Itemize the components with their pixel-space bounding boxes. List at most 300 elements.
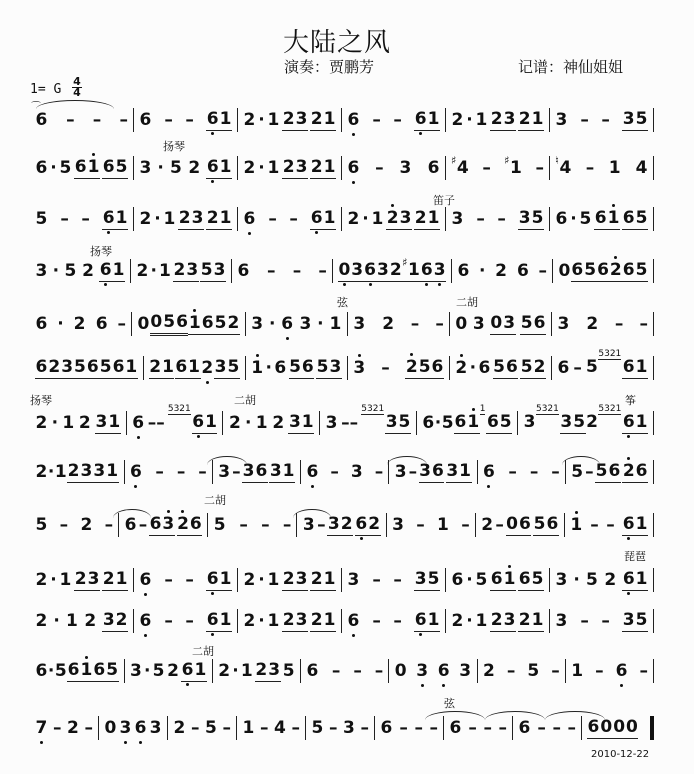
dash: – [330, 462, 339, 482]
measure [127, 404, 224, 435]
sharp-icon: ♯ [402, 256, 408, 269]
note-group [571, 661, 584, 681]
note: 3 [503, 610, 516, 630]
note: 3 [213, 260, 226, 280]
beamed-notes [288, 412, 314, 434]
note: 1 [115, 208, 128, 228]
note-group [206, 569, 232, 591]
note-group [173, 260, 199, 282]
beamed-notes [560, 412, 586, 434]
beamed-notes [149, 357, 175, 379]
beamed-notes [518, 109, 544, 131]
note: 1 [194, 660, 207, 680]
note: 5 [59, 158, 72, 178]
note-group [61, 357, 87, 379]
note: 3 [214, 357, 227, 377]
note: 2 [35, 570, 48, 590]
note-group [35, 158, 48, 178]
note: 3 [329, 357, 342, 377]
dash: – [585, 462, 594, 482]
note: 5 [595, 461, 608, 481]
score-line [30, 568, 654, 592]
dash: – [551, 462, 560, 482]
note: 3 [119, 718, 132, 738]
beamed-notes [622, 461, 648, 483]
note-group [557, 358, 570, 378]
note-group [310, 569, 336, 591]
note: 3 [451, 209, 464, 229]
dash: – [468, 718, 477, 738]
beamed-notes [74, 157, 100, 179]
note: 6 [364, 260, 376, 280]
dot: · [51, 413, 59, 433]
note-group [555, 110, 568, 130]
beamed-notes [269, 461, 295, 483]
note: 1 [459, 461, 471, 481]
note: 6 [281, 314, 294, 334]
dot: · [50, 158, 57, 178]
note-group [93, 660, 119, 682]
note: 2 [282, 157, 295, 177]
note-group [416, 661, 429, 681]
note: 3 [242, 461, 255, 481]
measure [30, 568, 134, 592]
beamed-notes [282, 610, 308, 632]
note-group [523, 404, 586, 434]
note: 1 [219, 109, 232, 129]
note-group [302, 515, 315, 535]
note-group [167, 661, 180, 681]
note-group [479, 404, 512, 434]
note-group [399, 158, 412, 178]
note: 1 [80, 660, 93, 680]
beamed-notes [520, 357, 546, 379]
dash: – [573, 358, 582, 378]
dot: · [154, 209, 161, 229]
note: 1 [267, 158, 280, 178]
note: 0 [600, 717, 613, 737]
dash: – [190, 718, 200, 738]
note-group [310, 610, 336, 632]
note: 2 [386, 208, 399, 228]
measure [342, 108, 446, 132]
note: 2 [282, 109, 295, 129]
dash: – [537, 718, 546, 738]
note: 3 [416, 661, 429, 681]
beamed-notes [289, 357, 315, 379]
note-group [635, 158, 648, 178]
note-group [449, 718, 462, 738]
note-group [310, 208, 336, 230]
note: 2 [622, 461, 635, 481]
measure [237, 716, 306, 740]
note-group [149, 718, 162, 738]
instrument-label: 弦 [444, 697, 455, 710]
beamed-notes [385, 412, 411, 434]
slur [485, 711, 545, 720]
sharp-icon: ♯ [451, 154, 457, 167]
note-group [119, 718, 132, 738]
beamed-notes [188, 313, 214, 335]
beamed-notes [571, 260, 597, 282]
score-line [30, 349, 654, 380]
note: 1 [108, 412, 121, 432]
note-group [167, 404, 218, 434]
note-group [380, 718, 393, 738]
beamed-notes [173, 260, 199, 282]
note: 3 [327, 514, 340, 534]
note-group [80, 515, 93, 535]
score-line [30, 460, 654, 484]
note-group [124, 515, 137, 535]
note: 3 [191, 208, 204, 228]
note: 2 [136, 261, 149, 281]
note: 6 [622, 412, 635, 432]
note: 6 [451, 570, 464, 590]
note: 6 [134, 718, 147, 738]
instrument-label: 扬琴 [30, 394, 52, 407]
note-group [200, 260, 226, 282]
note: 2 [35, 413, 48, 433]
measure [550, 207, 654, 231]
instrument-label: 弦 [337, 296, 348, 309]
dot: · [573, 570, 580, 590]
note-group [570, 515, 583, 535]
note: 6 [518, 569, 531, 589]
measure [518, 404, 654, 435]
note: 6 [93, 660, 106, 680]
measure [134, 108, 238, 132]
time-signature-bottom: 4 [73, 86, 81, 99]
note-group [237, 261, 250, 281]
note-group [206, 208, 232, 230]
note-group [347, 611, 360, 631]
dash: – [289, 209, 298, 229]
note: 6 [347, 158, 360, 178]
instrument-label: 二胡 [192, 645, 214, 658]
note: 0 [455, 314, 468, 334]
note-group [382, 314, 395, 334]
measure [348, 312, 450, 336]
note: 6 [594, 208, 607, 228]
note-group [218, 462, 231, 482]
dash: – [119, 110, 128, 130]
note: 5 [200, 260, 213, 280]
beamed-notes [206, 109, 232, 131]
note-group [178, 208, 204, 230]
note-group [451, 110, 464, 130]
dash: – [410, 314, 420, 334]
beamed-notes [316, 357, 342, 379]
beamed-notes [490, 610, 516, 632]
dash: – [164, 570, 173, 590]
beamed-notes [622, 260, 648, 282]
note: 1 [408, 260, 420, 280]
note-group [214, 313, 240, 335]
note-group [451, 154, 469, 178]
note: 2 [102, 569, 115, 589]
dash: – [267, 261, 276, 281]
note: 5 [64, 261, 77, 281]
note: 1 [571, 661, 584, 681]
dot: · [434, 413, 442, 433]
note-group [338, 260, 364, 282]
note: 6 [622, 569, 635, 589]
note: 5 [282, 661, 295, 681]
note-group [405, 357, 444, 379]
measure [476, 513, 565, 537]
instrument-label: 筝 [625, 394, 636, 407]
note: 6 [431, 461, 444, 481]
note: 1 [106, 461, 119, 481]
note: 3 [399, 208, 412, 228]
dash: – [117, 314, 126, 334]
note: 5 [635, 260, 648, 280]
note-group [139, 611, 152, 631]
note: 2 [455, 358, 468, 378]
dash: – [328, 718, 338, 738]
note: 2 [115, 610, 128, 630]
note-group [112, 357, 138, 379]
note-group [74, 157, 100, 179]
grace-notes: 5321 [535, 404, 559, 414]
note-group [272, 413, 285, 433]
beamed-notes [338, 260, 364, 282]
beamed-notes [310, 157, 336, 179]
beamed-notes [67, 461, 93, 483]
dash: – [585, 158, 595, 178]
beamed-notes [282, 569, 308, 591]
note-group [35, 570, 48, 590]
note-group [177, 514, 203, 536]
note: 4 [635, 158, 648, 178]
dot: · [47, 462, 55, 482]
dash: – [261, 515, 270, 535]
note-group [414, 569, 440, 591]
measure [446, 207, 550, 231]
beamed-notes [177, 514, 203, 536]
beamed-notes [490, 313, 516, 335]
score-line [30, 609, 654, 633]
note: 6 [478, 358, 491, 378]
note-group [104, 718, 117, 738]
dash: – [416, 515, 425, 535]
note: 6 [437, 661, 450, 681]
dash: – [429, 718, 438, 738]
dot: · [265, 358, 272, 378]
note: 2 [35, 462, 48, 482]
dot: · [258, 158, 265, 178]
note-group [533, 514, 559, 536]
score-title: 大陆之风 [282, 28, 391, 58]
note: 6 [622, 260, 635, 280]
note-group [152, 661, 165, 681]
note: 2 [167, 661, 179, 681]
measure [238, 108, 342, 132]
measure [232, 259, 333, 283]
note-group [594, 208, 620, 230]
measure [30, 411, 127, 435]
dot: · [150, 261, 157, 281]
transcription-date: 2010-12-22 [591, 749, 650, 760]
note-group [451, 570, 464, 590]
instrument-label: 二胡 [234, 394, 256, 407]
measure [134, 609, 238, 633]
dash: – [374, 462, 384, 482]
dot: · [362, 209, 369, 229]
note-group [267, 158, 280, 178]
measure [552, 349, 654, 380]
note: 3 [446, 461, 459, 481]
beamed-notes [414, 610, 440, 632]
dash: – [381, 358, 390, 378]
note-group [267, 611, 280, 631]
beamed-notes [206, 208, 232, 230]
dash: – [372, 570, 381, 590]
measure [168, 716, 237, 740]
note: 5 [579, 209, 592, 229]
note: 1 [59, 570, 72, 590]
note: 1 [475, 110, 488, 130]
note: 5 [531, 569, 544, 589]
beamed-notes [93, 461, 119, 483]
note-group [622, 569, 648, 591]
note: 1 [65, 611, 78, 631]
measure [446, 108, 550, 132]
dash: – [408, 462, 418, 482]
slur [562, 456, 600, 465]
beamed-notes [622, 208, 648, 230]
note: 6 [347, 611, 360, 631]
note-group [327, 514, 353, 536]
dash: – [222, 718, 231, 738]
beamed-notes [622, 109, 648, 131]
note: 3 [433, 260, 446, 280]
dot: · [466, 570, 473, 590]
note-group [35, 515, 48, 535]
note: 1 [607, 208, 620, 228]
note: 5 [169, 158, 182, 178]
note: 6 [102, 208, 115, 228]
note: 5 [213, 515, 226, 535]
dot: · [317, 314, 324, 334]
measure [134, 207, 238, 231]
note: 0 [394, 661, 407, 681]
note: 6 [622, 514, 635, 534]
beamed-notes [486, 412, 512, 434]
note: 6 [533, 313, 546, 333]
measure [550, 108, 654, 132]
note: 3 [350, 462, 363, 482]
note: 5 [316, 357, 329, 377]
dash: – [84, 718, 93, 738]
note: 6 [192, 412, 205, 432]
note-group [555, 611, 568, 631]
note-group [240, 661, 253, 681]
natural-icon: ♮ [555, 154, 559, 167]
note: 6 [175, 357, 188, 377]
note: 6 [149, 514, 162, 534]
note-group [86, 357, 112, 379]
note: 5 [520, 357, 533, 377]
note: 6 [176, 312, 188, 332]
note-group [350, 462, 363, 482]
beamed-notes [446, 461, 472, 483]
note: 5 [520, 313, 533, 333]
note: 3 [268, 660, 281, 680]
beamed-notes [310, 610, 336, 632]
note: 6 [486, 412, 499, 432]
note: 6 [306, 661, 319, 681]
note-group [518, 208, 544, 230]
dash: – [282, 515, 292, 535]
dot: · [47, 661, 55, 681]
note: 6 [518, 514, 531, 534]
note: 6 [112, 357, 125, 377]
note: 0 [104, 718, 117, 738]
note-group [478, 358, 491, 378]
measure [30, 356, 144, 380]
measure [30, 609, 134, 633]
note: 1 [635, 412, 648, 432]
note-group [205, 718, 218, 738]
beamed-notes [506, 514, 532, 536]
beamed-notes [454, 412, 480, 434]
note-group [251, 358, 264, 378]
note: 1 [125, 357, 138, 377]
beamed-notes [414, 109, 440, 131]
note: 5 [635, 208, 648, 228]
note: 1 [205, 412, 217, 432]
slur [425, 711, 485, 720]
note-group [520, 313, 546, 335]
note-group [586, 404, 648, 434]
note-group [347, 209, 360, 229]
measure [134, 568, 238, 592]
note: 2 [368, 514, 381, 534]
note: 5 [493, 357, 506, 377]
dash: – [331, 661, 341, 681]
note-group [518, 718, 531, 738]
measure [417, 404, 518, 435]
note-group [394, 661, 407, 681]
note: 3 [218, 462, 231, 482]
dash: – [483, 718, 492, 738]
dash: – [232, 462, 241, 482]
dash: – [59, 515, 69, 535]
note: 1 [255, 413, 268, 433]
note: 1 [427, 610, 440, 630]
dot: · [258, 570, 265, 590]
beamed-notes [102, 208, 128, 230]
dash: – [259, 718, 269, 738]
measure [131, 259, 232, 283]
note-group [282, 661, 295, 681]
dot: · [232, 661, 239, 681]
note-group [490, 313, 516, 335]
beamed-notes [282, 157, 308, 179]
note-group [472, 314, 485, 334]
note-group [130, 661, 143, 681]
note-group [306, 661, 319, 681]
dash: – [461, 515, 470, 535]
dash: – [495, 515, 504, 535]
beamed-notes [86, 357, 112, 379]
note: 3 [459, 661, 472, 681]
note: 1 [323, 109, 336, 129]
note: 6 [449, 718, 462, 738]
note-group [622, 109, 648, 131]
